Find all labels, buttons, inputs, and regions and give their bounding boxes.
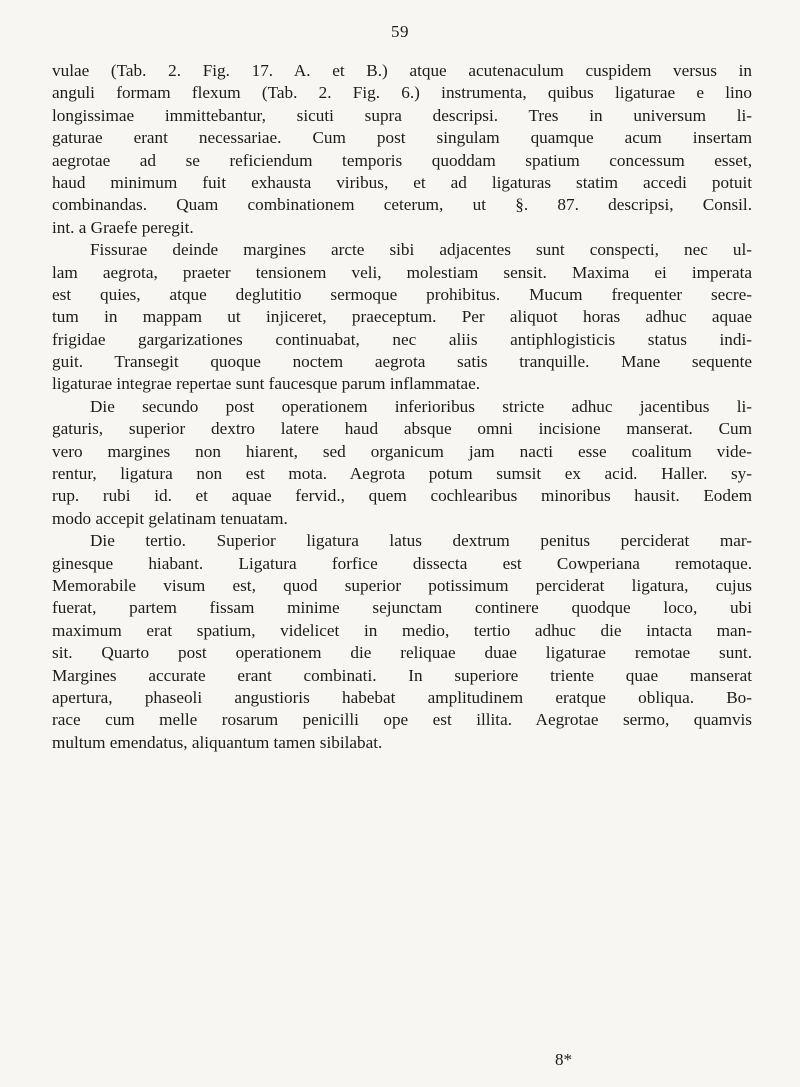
text-line: lam aegrota, praeter tensionem veli, molestiam sensit. Maxima ei imperata	[52, 262, 752, 282]
text-line: rup. rubi id. et aquae fervid., quem cochlearibus minoribus hausit. Eodem	[52, 486, 752, 506]
text-line: combinandas. Quam combinationem ceterum, ut §. 87. descripsi, Consil.	[52, 195, 752, 215]
text-line: race cum melle rosarum penicilli ope est illita. Aegrotae sermo, quamvis	[52, 710, 752, 730]
text-line: rentur, ligatura non est mota. Aegrota potum sumsit ex acid. Haller. sy-	[52, 464, 752, 484]
body-text	[52, 60, 752, 754]
text-line: longissimae immittebantur, sicuti supra descripsi. Tres in universum li-	[52, 105, 752, 125]
paragraph-start-line: Die secundo post operationem inferioribus stricte adhuc jacentibus li-	[90, 396, 752, 416]
text-line: modo accepit gelatinam tenuatam.	[52, 508, 288, 528]
text-line: ginesque hiabant. Ligatura forfice dissecta est Cowperiana remotaque.	[52, 553, 752, 573]
text-line: est quies, atque deglutitio sermoque prohibitus. Mucum frequenter secre-	[52, 284, 752, 304]
page-number: 59	[391, 22, 409, 41]
text-line: haud minimum fuit exhausta viribus, et ad ligaturas statim accedi potuit	[52, 172, 752, 192]
paragraph-start-line: Die tertio. Superior ligatura latus dextrum penitus perciderat mar-	[90, 531, 752, 551]
text-line: vero margines non hiarent, sed organicum jam nacti esse coalitum vide-	[52, 441, 752, 461]
text-line: Memorabile visum est, quod superior potissimum perciderat ligatura, cujus	[52, 575, 752, 595]
text-line: sit. Quarto post operationem die reliquae duae ligaturae remotae sunt.	[52, 643, 752, 663]
text-line: apertura, phaseoli angustioris habebat amplitudinem eratque obliqua. Bo-	[52, 687, 752, 707]
signature-mark: 8*	[555, 1050, 572, 1069]
text-line: int. a Graefe peregit.	[52, 217, 194, 237]
text-line: frigidae gargarizationes continuabat, nec aliis antiphlogisticis status indi-	[52, 329, 752, 349]
text-line: aegrotae ad se reficiendum temporis quoddam spatium concessum esset,	[52, 150, 752, 170]
text-line: maximum erat spatium, videlicet in medio, tertio adhuc die intacta man-	[52, 620, 752, 640]
text-line: ligaturae integrae repertae sunt faucesque parum inflammatae.	[52, 374, 481, 394]
text-line: tum in mappam ut injiceret, praeceptum. Per aliquot horas adhuc aquae	[52, 307, 752, 327]
text-line: multum emendatus, aliquantum tamen sibilabat.	[52, 732, 383, 752]
paragraph-start-line: Fissurae deinde margines arcte sibi adjacentes sunt conspecti, nec ul-	[90, 240, 752, 260]
text-line: vulae (Tab. 2. Fig. 17. A. et B.) atque acutenaculum cuspidem versus in	[52, 61, 752, 80]
text-line: anguli formam flexum (Tab. 2. Fig. 6.) instrumenta, quibus ligaturae e lino	[52, 83, 752, 103]
text-line: fuerat, partem fissam minime sejunctam continere quodque loco, ubi	[52, 598, 752, 618]
text-line: gaturis, superior dextro latere haud absque omni incisione manserat. Cum	[52, 419, 752, 439]
text-line: gaturae erant necessariae. Cum post singulam quamque acum insertam	[52, 128, 752, 148]
text-line: Margines accurate erant combinati. In superiore triente quae manserat	[52, 665, 752, 685]
text-line: guit. Transegit quoque noctem aegrota satis tranquille. Mane sequente	[52, 352, 752, 372]
